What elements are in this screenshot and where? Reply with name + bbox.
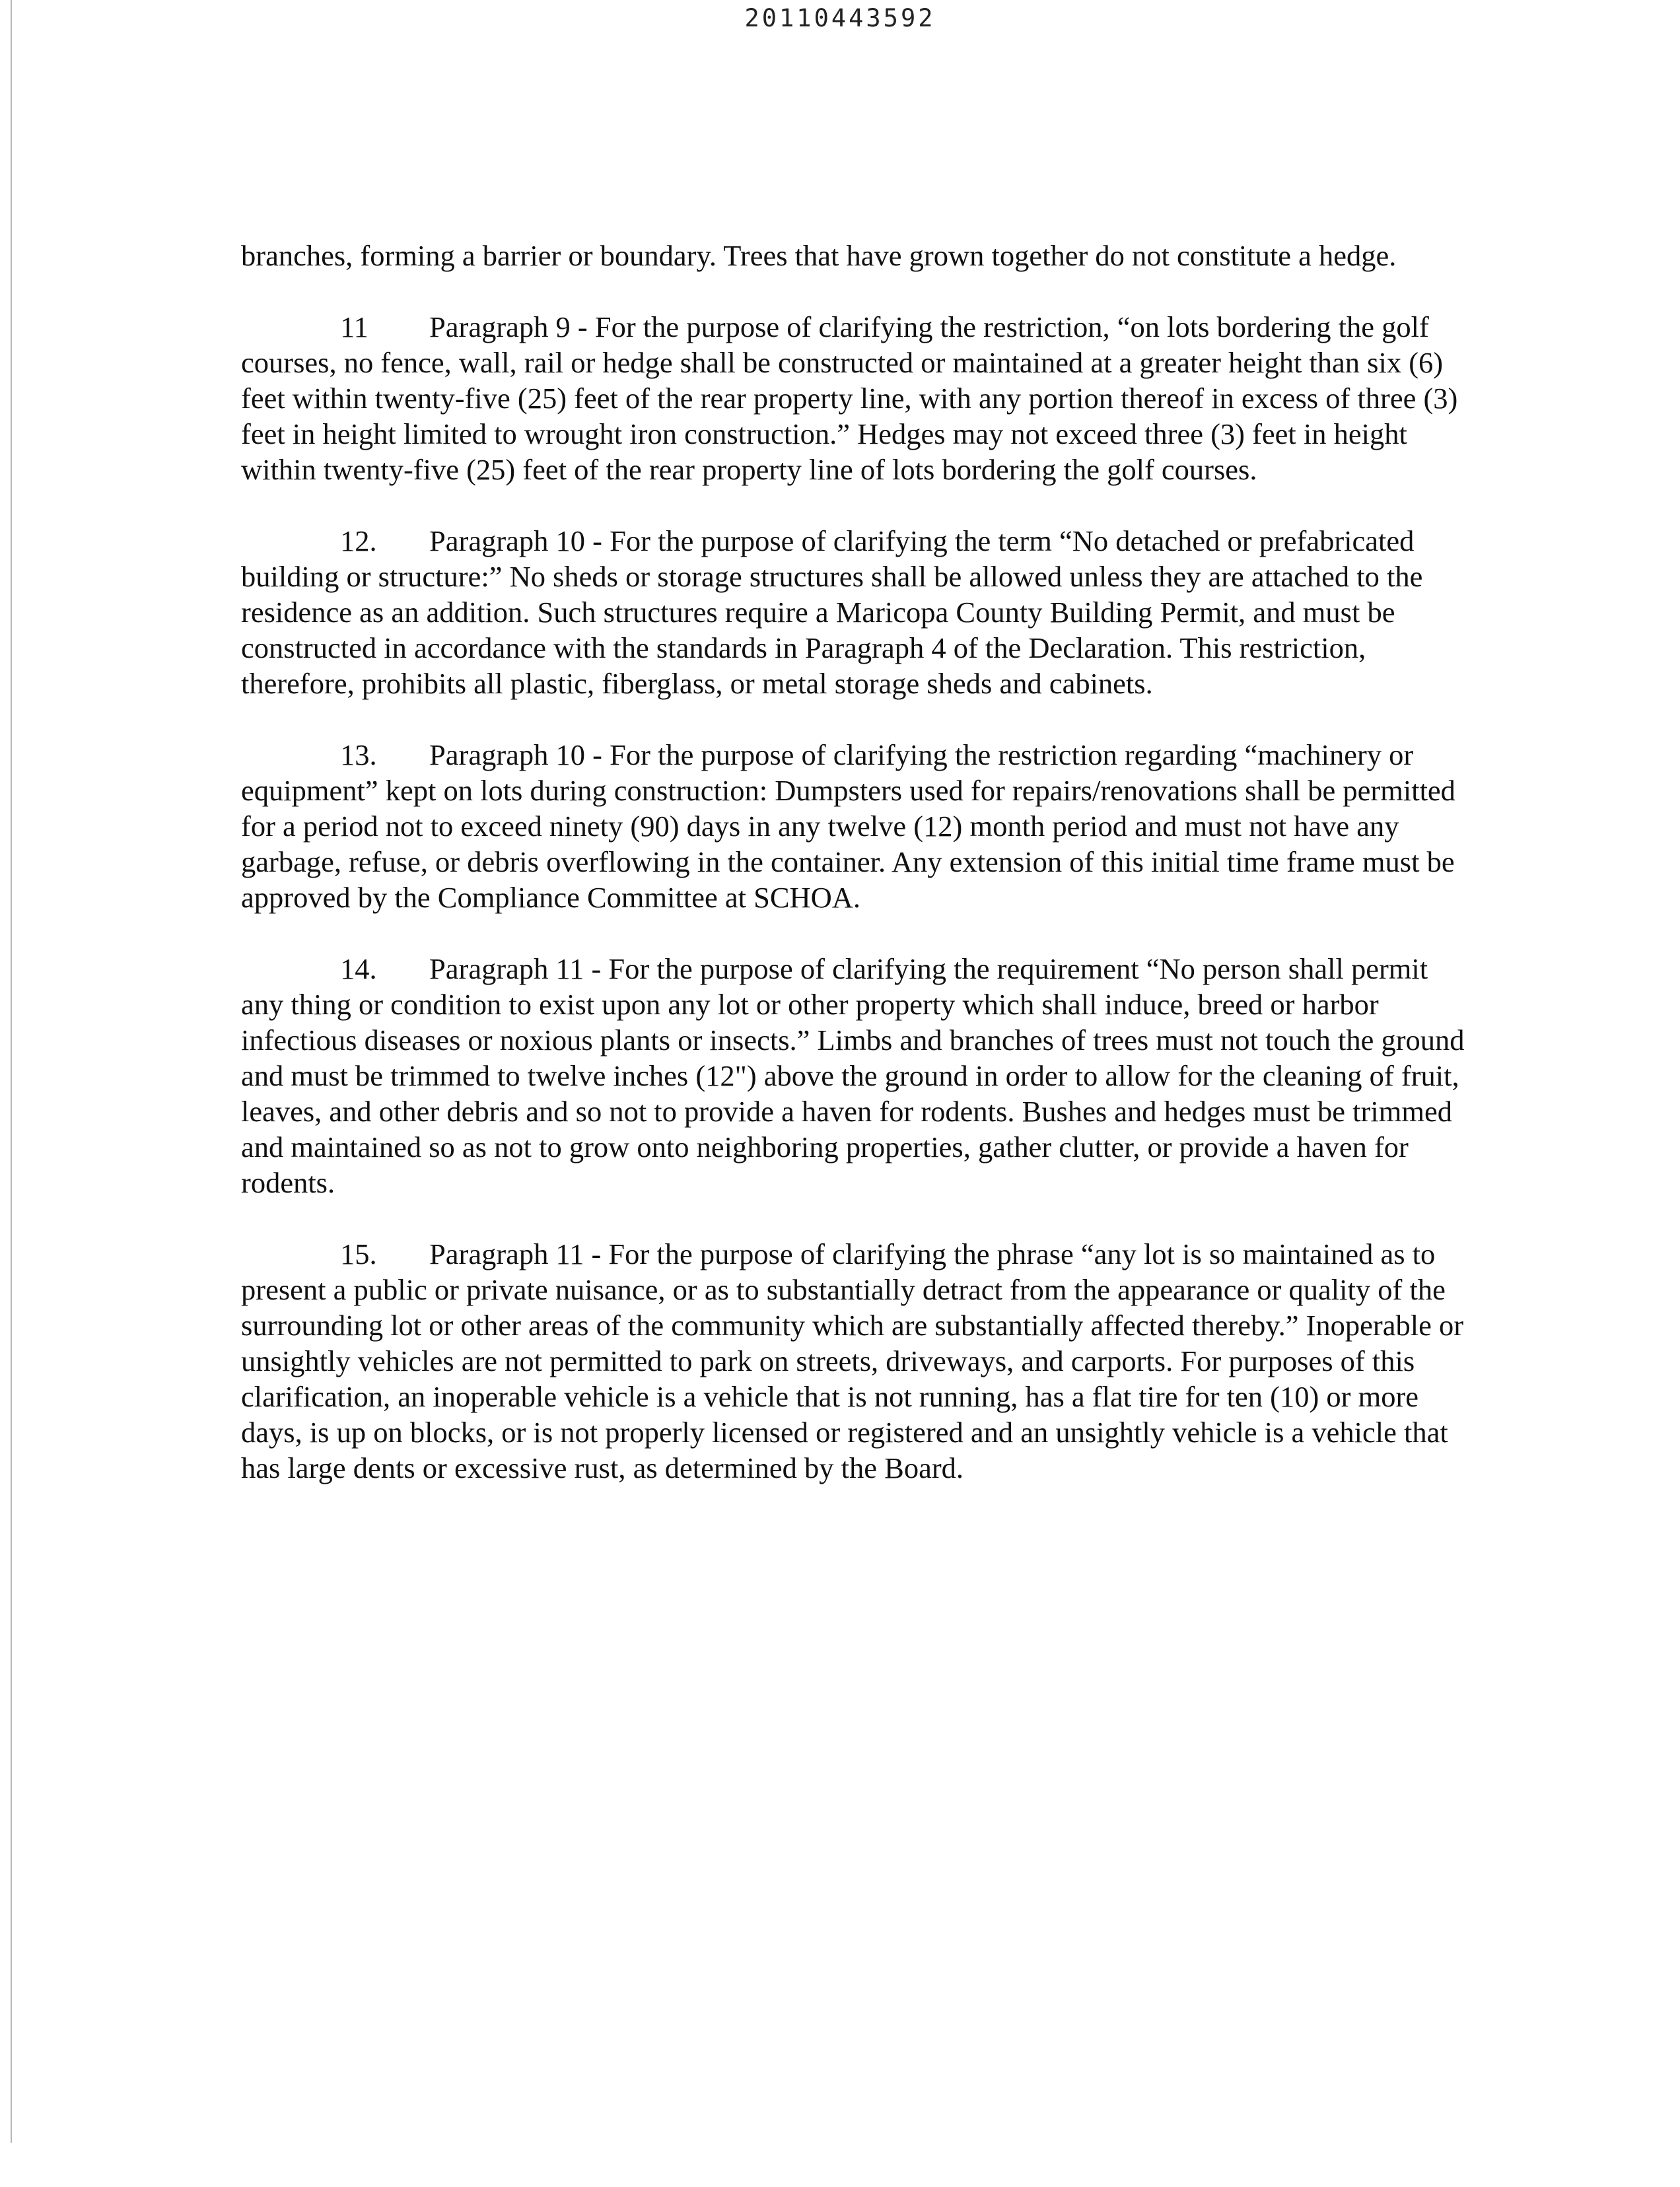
paragraph-number: 13. — [340, 738, 377, 771]
paragraph-11 — [241, 309, 1469, 487]
paragraph-text: Paragraph 11 - For the purpose of clarifying the phrase “any lot is so maintained as to present a public or private nuisance, or as to substantially detract from the appearance or quality of the surrounding lot or other areas of the community which are substantially affected thereby.” Inoperable or unsightly vehicles are not permitted to park on streets, driveways, and carports. For purposes of this clarification, an inoperable vehicle is a vehicle that is not running, has a flat tire for ten (10) or more days, is up on blocks, or is not properly licensed or registered and an unsightly vehicle is a vehicle that has large dents or excessive rust, as determined by the Board. — [241, 1237, 1464, 1484]
paragraph-text: Paragraph 10 - For the purpose of clarifying the term “No detached or prefabricated building or structure:” No sheds or storage structures shall be allowed unless they are attached to the residence as an addition. Such structures require a Maricopa County Building Permit, and must be constructed in accordance with the standards in Paragraph 4 of the Declaration. This restriction, therefore, prohibits all plastic, fiberglass, or metal storage sheds and cabinets. — [241, 524, 1423, 700]
paragraph-14 — [241, 951, 1469, 1200]
paragraph-continuation — [241, 238, 1469, 273]
scan-left-edge-line — [11, 0, 12, 2143]
document-number: 20110443592 — [744, 4, 936, 32]
paragraph-text: branches, forming a barrier or boundary. Trees that have grown together do not constitute a hedge. — [241, 239, 1397, 272]
paragraph-13 — [241, 737, 1469, 915]
paragraph-text: Paragraph 9 - For the purpose of clarifying the restriction, “on lots bordering the golf courses, no fence, wall, rail or hedge shall be constructed or maintained at a greater height than six (6) feet within twenty-five (25) feet of the rear property line, with any portion thereof in excess of three (3) feet in height limited to wrought iron construction.” Hedges may not exceed three (3) feet in height within twenty-five (25) feet of the rear property line of lots bordering the golf courses. — [241, 310, 1458, 486]
paragraph-text: Paragraph 10 - For the purpose of clarifying the restriction regarding “machinery or equipment” kept on lots during construction: Dumpsters used for repairs/renovations shall be permitted for a period not to exceed ninety (90) days in any twelve (12) month period and must not have any garbage, refuse, or debris overflowing in the container. Any extension of this initial time frame must be approved by the Compliance Committee at SCHOA. — [241, 738, 1455, 914]
paragraph-text: Paragraph 11 - For the purpose of clarifying the requirement “No person shall permit any thing or condition to exist upon any lot or other property which shall induce, breed or harbor infectious diseases or noxious plants or insects.” Limbs and branches of trees must not touch the ground and must be trimmed to twelve inches (12") above the ground in order to allow for the cleaning of fruit, leaves, and other debris and so not to provide a haven for rodents. Bushes and hedges must be trimmed and maintained so as not to grow onto neighboring properties, gather clutter, or provide a haven for rodents. — [241, 952, 1465, 1199]
document-body — [241, 238, 1469, 1521]
paragraph-number: 15. — [340, 1237, 377, 1270]
paragraph-15 — [241, 1236, 1469, 1486]
paragraph-number: 12. — [340, 524, 377, 557]
paragraph-number: 14. — [340, 952, 377, 985]
paragraph-12 — [241, 523, 1469, 701]
paragraph-number: 11 — [340, 310, 368, 343]
